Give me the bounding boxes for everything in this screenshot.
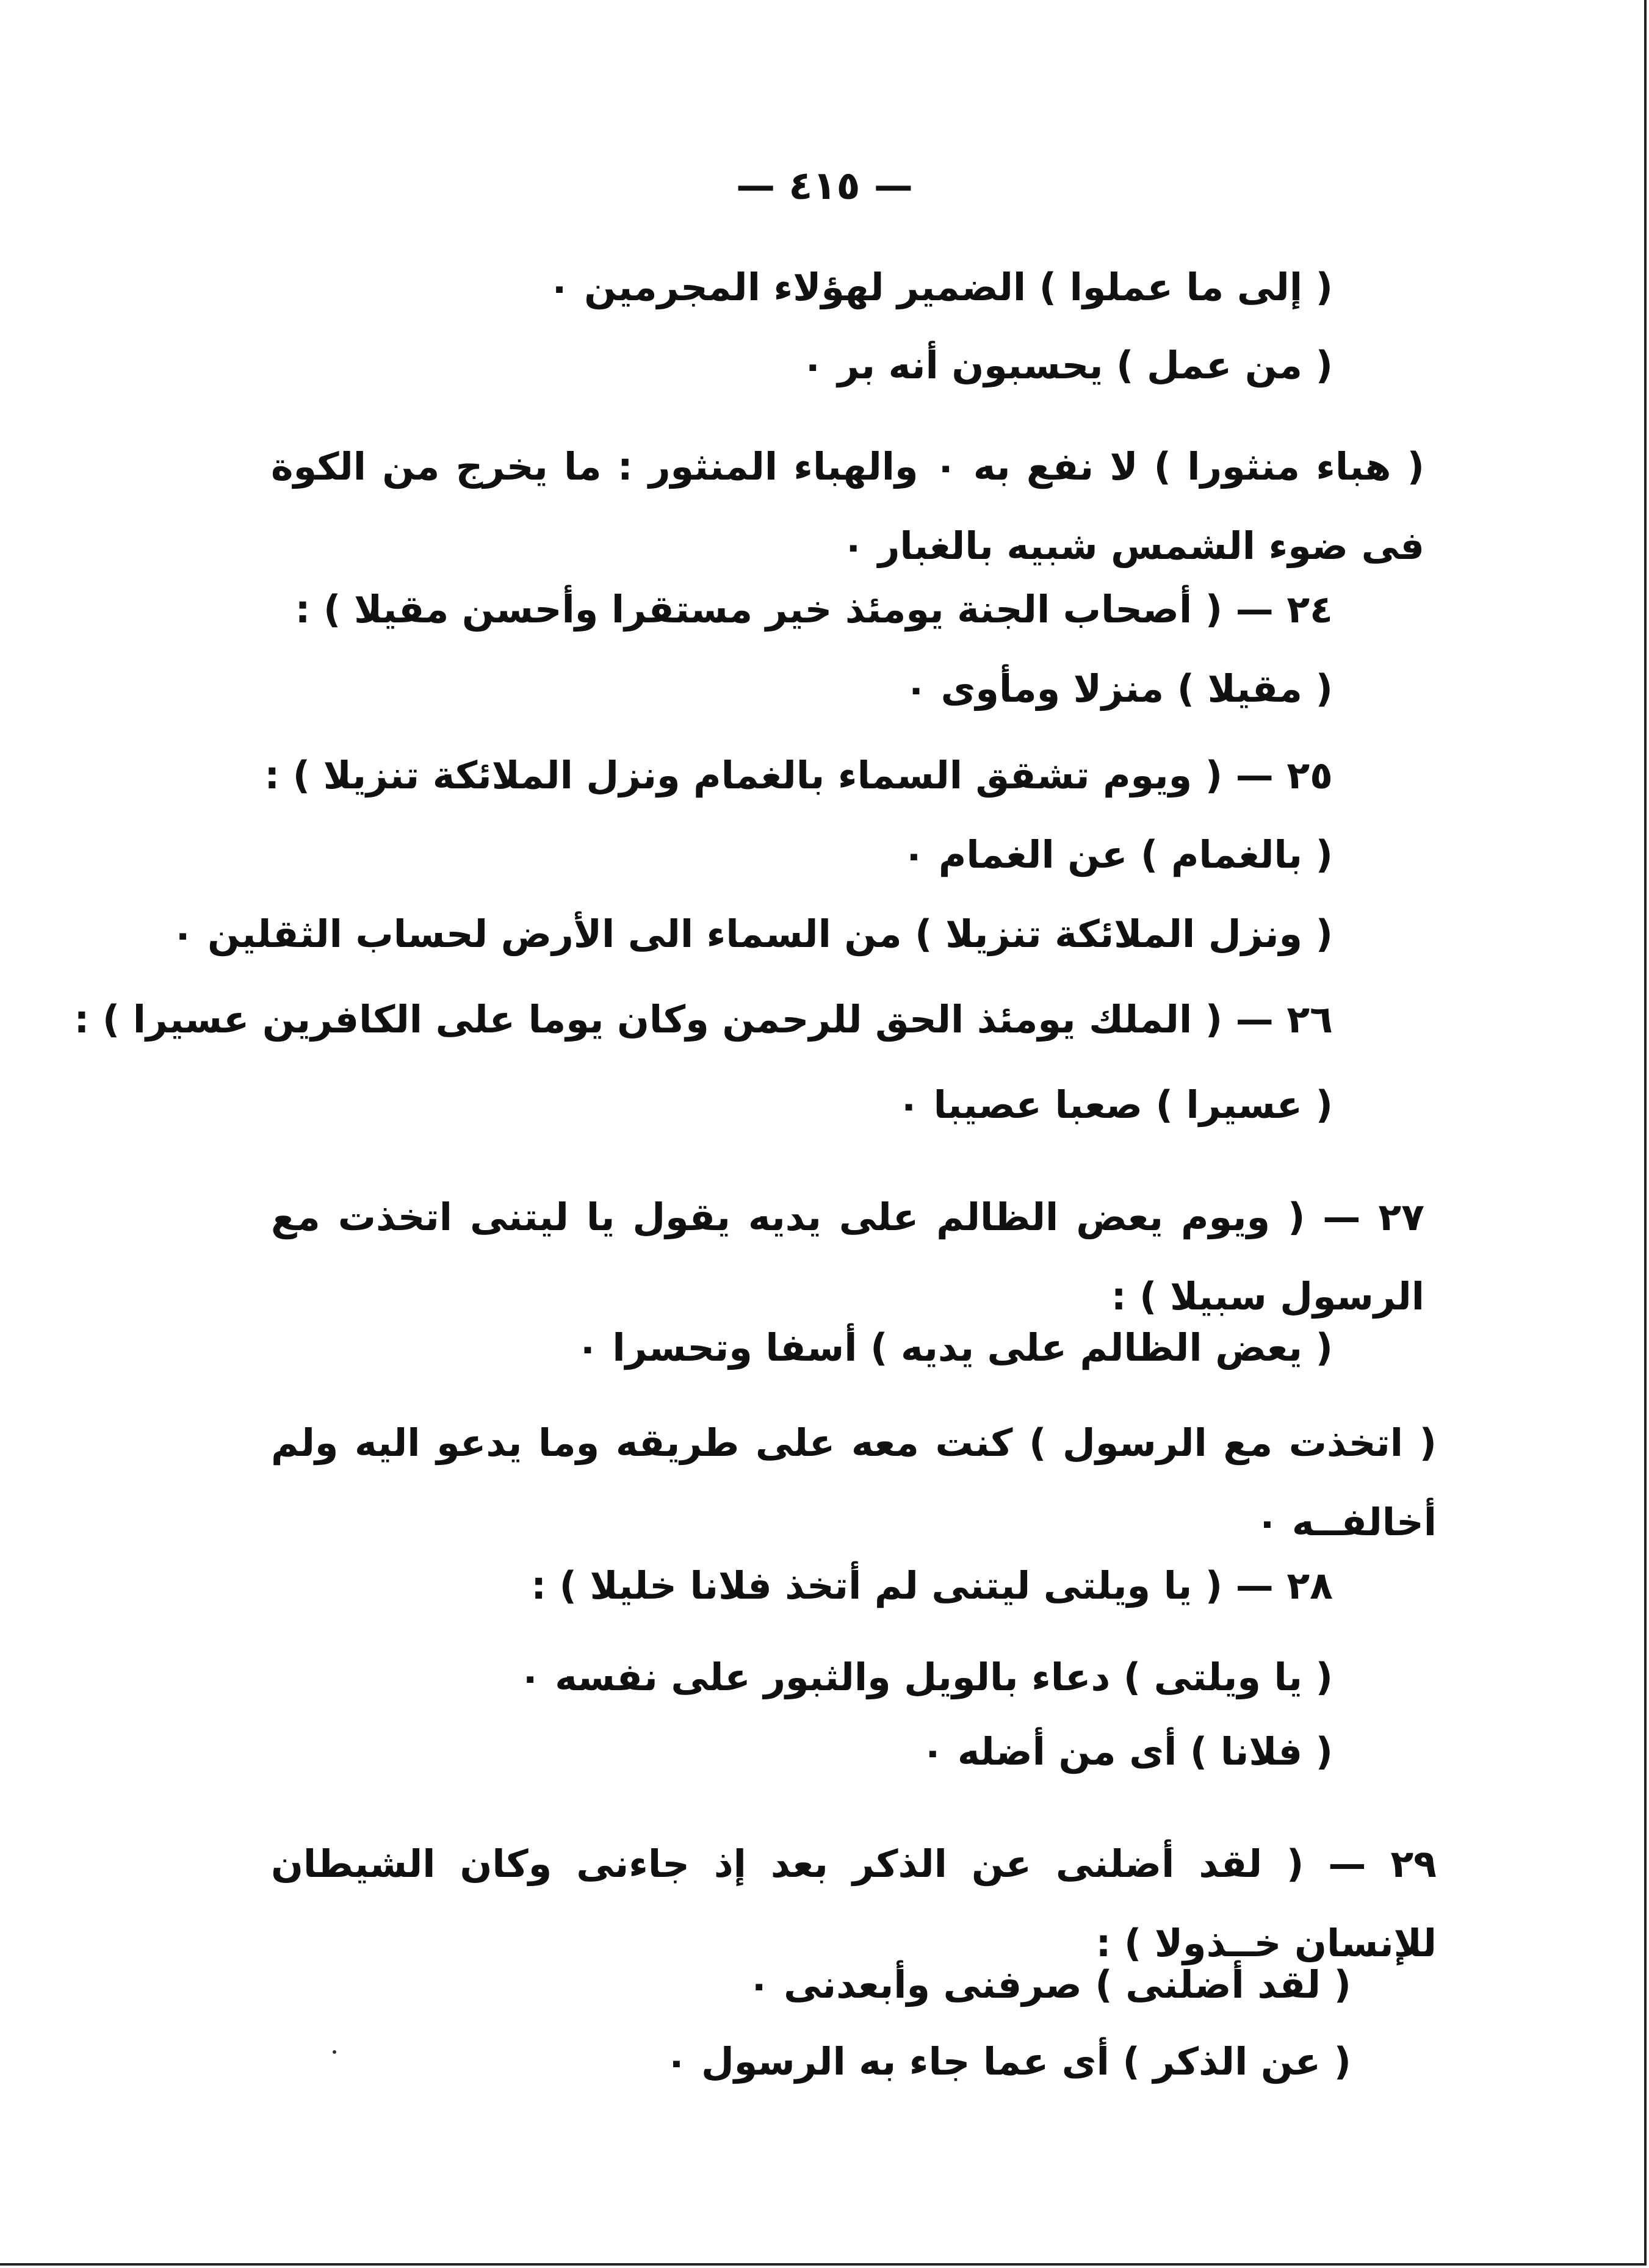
text-line: ( بالغمام ) عن الغمام ٠ [902, 832, 1333, 877]
text-paragraph: ( هباء منثورا ) لا نفع به ٠ والهباء المنثور : ما يخرج من الكوة فى ضوء الشمس شبيه بالغبار ٠ [271, 444, 1424, 568]
text-line: ( إلى ما عملوا ) الضمير لهؤلاء المجرمين ٠ [547, 265, 1333, 309]
text-line: ( يا ويلتى ) دعاء بالويل والثبور على نفسه ٠ [518, 1655, 1333, 1699]
verse-heading: ٢٧ — ( ويوم يعض الظالم على يديه يقول يا ليتنى اتخذت مع الرسول سبيلا ) : [271, 1195, 1424, 1319]
text-line: ( ونزل الملائكة تنزيلا ) من السماء الى الأرض لحساب الثقلين ٠ [171, 912, 1333, 956]
text-line: ( من عمل ) يحسبون أنه بر ٠ [801, 343, 1333, 387]
page-number: — ٤١٥ — [736, 164, 913, 209]
scan-speck [333, 2050, 336, 2054]
verse-heading: ٢٥ — ( ويوم تشقق السماء بالغمام ونزل الملائكة تنزيلا ) : [264, 753, 1333, 797]
text-line: ( مقيلا ) منزلا ومأوى ٠ [904, 666, 1333, 711]
text-line: ( لقد أضلنى ) صرفنى وأبعدنى ٠ [747, 1962, 1351, 2007]
verse-heading: ٢٦ — ( الملك يومئذ الحق للرحمن وكان يوما على الكافرين عسيرا ) : [74, 997, 1333, 1042]
text-line: ( عسيرا ) صعبا عصيبا ٠ [897, 1082, 1333, 1127]
verse-heading: ٢٤ — ( أصحاب الجنة يومئذ خير مستقرا وأحسن مقيلا ) : [295, 587, 1333, 632]
verse-heading: ٢٨ — ( يا ويلتى ليتنى لم أتخذ فلانا خليلا ) : [531, 1563, 1333, 1608]
text-paragraph: ( اتخذت مع الرسول ) كنت معه على طريقه وما يدعو اليه ولم أخالفــه ٠ [271, 1420, 1437, 1544]
text-line: ( فلانا ) أى من أضله ٠ [921, 1729, 1333, 1774]
verse-heading: ٢٩ — ( لقد أضلنى عن الذكر بعد إذ جاءنى وكان الشيطان للإنسان خــذولا ) : [271, 1841, 1437, 1965]
text-line: ( يعض الظالم على يديه ) أسفا وتحسرا ٠ [576, 1325, 1333, 1370]
text-line: ( عن الذكر ) أى عما جاء به الرسول ٠ [665, 2039, 1351, 2084]
